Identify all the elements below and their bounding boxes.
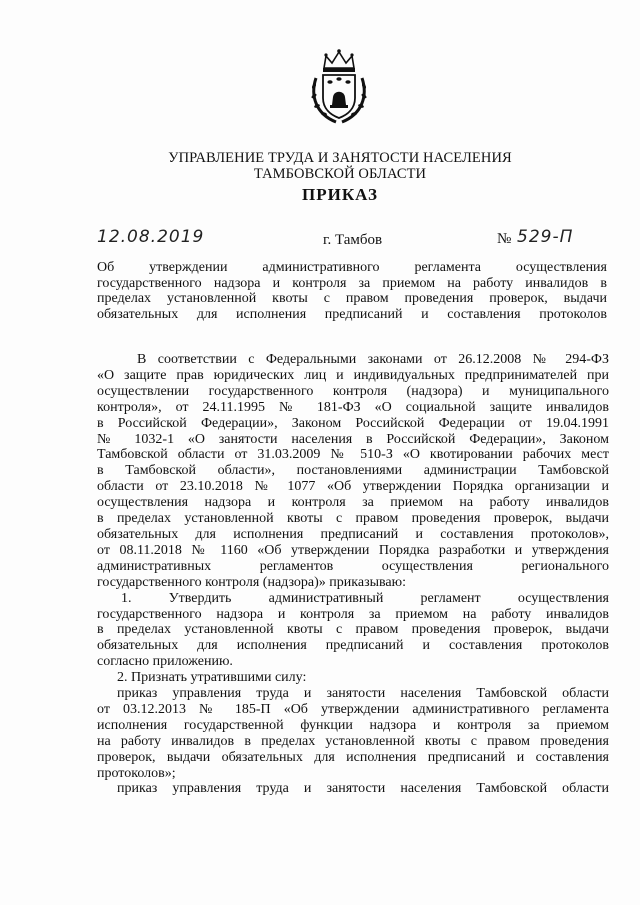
coat-of-arms-emblem xyxy=(308,48,370,126)
body-line: «О защите прав юридических лиц и индивидуальных предпринимателей при xyxy=(97,367,609,383)
document-type-heading: ПРИКАЗ xyxy=(302,185,378,204)
body-line: государственного контроля (надзора)» приказываю: xyxy=(97,574,406,590)
body-line: государственного надзора и контроля за приемом на работу инвалидов xyxy=(97,606,609,622)
body-line: в пределах установленной квоты с правом проведения проверок, выдачи xyxy=(97,511,609,527)
body-line: на работу инвалидов в пределах установленной квоты с правом проведения xyxy=(97,733,609,749)
body-line: В соответствии с Федеральными законами от 26.12.2008 № 294-ФЗ xyxy=(137,352,609,367)
order-title xyxy=(97,260,607,322)
body-line: контроля», от 24.11.1995 № 181-ФЗ «О социальной защите инвалидов xyxy=(97,399,609,415)
body-line: обязательных для исполнения предписаний и составления протоколов xyxy=(97,638,609,654)
body-line: приказ управления труда и занятости населения Тамбовской области xyxy=(117,781,609,797)
body-line: осуществления надзора и контроля за приемом на работу инвалидов xyxy=(97,495,609,511)
body-line: от 08.11.2018 № 1160 «Об утверждении Порядка разработки и утверждения xyxy=(97,542,609,558)
body-line: 2. Признать утратившими силу: xyxy=(117,670,307,686)
title-line: обязательных для исполнения предписаний и составления протоколов xyxy=(97,306,607,322)
body-line: в Российской Федерации», Законом Российской Федерации от 19.04.1991 xyxy=(97,415,609,431)
agency-name-line-1: УПРАВЛЕНИЕ ТРУДА И ЗАНЯТОСТИ НАСЕЛЕНИЯ xyxy=(168,150,512,166)
body-line: осуществлении государственного контроля (надзора) и муниципального xyxy=(97,383,609,399)
body-line: проверок, выдачи обязательных для исполнения предписаний и составления xyxy=(97,749,609,765)
body-line: области от 23.10.2018 № 1077 «Об утверждении Порядка организации и xyxy=(97,479,609,495)
title-line: пределах установленной квоты с правом проведения проверок, выдачи xyxy=(97,291,607,306)
handwritten-order-number: 529-П xyxy=(517,227,574,247)
title-line: Об утверждении административного регламента осуществления xyxy=(97,260,607,275)
body-line: приказ управления труда и занятости населения Тамбовской области xyxy=(117,686,609,702)
body-line: от 03.12.2013 № 185-П «Об утверждении административного регламента xyxy=(97,701,609,717)
number-label: № xyxy=(497,231,512,247)
body-line: административных регламентов осуществления регионального xyxy=(97,558,609,574)
body-line: протоколов»; xyxy=(97,765,176,781)
body-line: Тамбовской области от 31.03.2009 № 510-З «О квотировании рабочих мест xyxy=(97,447,609,463)
city-label: г. Тамбов xyxy=(323,232,383,248)
agency-name-line-2: ТАМБОВСКОЙ ОБЛАСТИ xyxy=(253,166,427,182)
body-line: в Тамбовской области», постановлениями администрации Тамбовской xyxy=(97,463,609,479)
body-line: 1. Утвердить административный регламент осуществления xyxy=(121,590,609,606)
title-line: государственного надзора и контроля за приемом на работу инвалидов в xyxy=(97,275,607,291)
body-line: исполнения государственной функции надзора и контроля за приемом xyxy=(97,717,609,733)
body-line: № 1032-1 «О занятости населения в Российской Федерации», Законом xyxy=(97,431,609,447)
order-body xyxy=(97,352,609,797)
body-line: обязательных для исполнения предписаний и составления протоколов», xyxy=(97,526,609,542)
handwritten-date: 12.08.2019 xyxy=(97,227,205,247)
body-line: в пределах установленной квоты с правом проведения проверок, выдачи xyxy=(97,622,609,638)
body-line: согласно приложению. xyxy=(97,654,233,670)
